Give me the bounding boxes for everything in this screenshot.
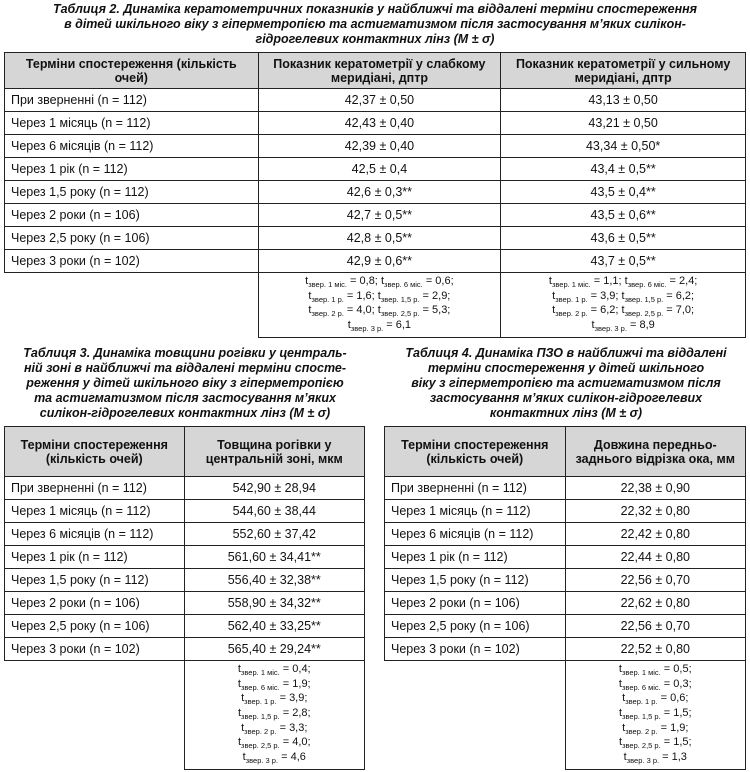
column-header: Терміни спостереження (кількість очей)	[385, 427, 566, 477]
value-cell: 43,7 ± 0,5**	[501, 250, 746, 273]
table-row	[5, 158, 746, 181]
value-cell: 43,13 ± 0,50	[501, 89, 746, 112]
table-row	[5, 477, 365, 500]
t-statistic: $t_{звер. 1,5 р.} = 6,2$;	[621, 289, 695, 304]
table-4	[384, 426, 746, 770]
t-test-stats-weak	[258, 273, 501, 338]
caption-line: ній зоні в найближчі та віддалені терміни спосте-	[23, 361, 347, 375]
table-row	[5, 112, 746, 135]
table-row	[5, 500, 365, 523]
table-2-caption	[0, 2, 750, 47]
column-header: Терміни спостереження (кількість очей)	[5, 427, 185, 477]
caption-line: контактних лінз (M ± σ)	[489, 406, 643, 420]
t-statistic: $t_{звер. 3 р.} = 1,3$	[623, 751, 687, 766]
row-label: Через 3 роки (n = 102)	[5, 638, 185, 661]
table-row	[385, 546, 746, 569]
row-label: Через 1 рік (n = 112)	[5, 158, 259, 181]
row-label: Через 2 роки (n = 106)	[5, 204, 259, 227]
table-row	[385, 569, 746, 592]
value-cell: 42,43 ± 0,40	[258, 112, 501, 135]
t-statistic: $t_{звер. 1 р.} = 1,6$;	[308, 289, 375, 304]
t-statistic: $t_{звер. 1 міс.} = 0,5$;	[618, 663, 692, 678]
value-cell: 552,60 ± 37,42	[184, 523, 364, 546]
table-row	[385, 615, 746, 638]
row-label: Через 2,5 року (n = 106)	[5, 227, 259, 250]
table-row	[5, 569, 365, 592]
table-row	[5, 135, 746, 158]
value-cell: 43,5 ± 0,4**	[501, 181, 746, 204]
column-header: Показник кератометрії у сильному меридіані, дптр	[501, 53, 746, 89]
row-label: Через 1 місяць (n = 112)	[385, 500, 566, 523]
t-statistic: $t_{звер. 2,5 р.} = 1,5$;	[619, 736, 692, 751]
row-label: При зверненні (n = 112)	[385, 477, 566, 500]
table-row	[5, 250, 746, 273]
row-label: При зверненні (n = 112)	[5, 477, 185, 500]
t-statistic: $t_{звер. 3 р.} = 6,1$	[347, 319, 412, 334]
t-statistic: $t_{звер. 2 р.} = 1,9$;	[622, 721, 689, 736]
t-test-stats	[565, 661, 745, 770]
t-statistic: $t_{звер. 2 р.} = 3,3$;	[241, 721, 308, 736]
row-label: Через 3 роки (n = 102)	[5, 250, 259, 273]
t-statistic: $t_{звер. 1 міс.} = 0,4$;	[237, 663, 311, 678]
t-test-stats-strong	[501, 273, 746, 338]
value-cell: 562,40 ± 33,25**	[184, 615, 364, 638]
value-cell: 42,37 ± 0,50	[258, 89, 501, 112]
row-label: Через 1,5 року (n = 112)	[385, 569, 566, 592]
t-test-stats	[184, 661, 364, 770]
caption-line: реження у дітей шкільного віку з гіперметропією	[26, 376, 344, 390]
value-cell: 556,40 ± 32,38**	[184, 569, 364, 592]
column-header: Показник кератометрії у слабкому меридіані, дптр	[258, 53, 501, 89]
caption-line: віку з гіперметропією та астигматизмом після	[411, 376, 721, 390]
row-label: При зверненні (n = 112)	[5, 89, 259, 112]
caption-line: та астигматизмом після застосування м’яких	[34, 391, 336, 405]
table-row	[385, 638, 746, 661]
table-row	[5, 181, 746, 204]
table-row	[5, 89, 746, 112]
t-statistic: $t_{звер. 2,5 р.} = 7,0$;	[621, 304, 695, 319]
t-statistic: $t_{звер. 1,5 р.} = 2,8$;	[237, 707, 311, 722]
column-header: Довжина передньо-заднього відрізка ока, мм	[565, 427, 745, 477]
t-statistic: $t_{звер. 2,5 р.} = 4,0$;	[237, 736, 311, 751]
row-label: Через 2 роки (n = 106)	[385, 592, 566, 615]
value-cell: 42,39 ± 0,40	[258, 135, 501, 158]
caption-line: терміни спостереження у дітей шкільного	[427, 361, 705, 375]
row-label: Через 2 роки (n = 106)	[5, 592, 185, 615]
caption-line: Таблиця 4. Динаміка ПЗО в найближчі та віддалені	[405, 346, 727, 360]
caption-line: гідрогелевих контактних лінз (M ± σ)	[255, 32, 495, 46]
value-cell: 22,62 ± 0,80	[565, 592, 745, 615]
value-cell: 42,5 ± 0,4	[258, 158, 501, 181]
t-statistic: $t_{звер. 6 міс.} = 0,6$;	[380, 275, 454, 290]
table-row	[385, 592, 746, 615]
t-statistic: $t_{звер. 1 міс.} = 1,1$;	[548, 275, 622, 290]
value-cell: 22,52 ± 0,80	[565, 638, 745, 661]
t-statistic: $t_{звер. 1 міс.} = 0,8$;	[305, 275, 378, 290]
row-label: Через 1 рік (n = 112)	[5, 546, 185, 569]
t-statistic: $t_{звер. 3 р.} = 4,6$	[242, 751, 306, 766]
value-cell: 43,34 ± 0,50*	[501, 135, 746, 158]
caption-line: в дітей шкільного віку з гіперметропією та астигматизмом після застосування м’яких силікон-	[64, 17, 686, 31]
table-row	[5, 546, 365, 569]
value-cell: 22,38 ± 0,90	[565, 477, 745, 500]
column-header: Товщина рогівки у центральній зоні, мкм	[184, 427, 364, 477]
t-statistic: $t_{звер. 6 міс.} = 2,4$;	[624, 275, 698, 290]
table-3-caption	[0, 346, 370, 421]
value-cell: 43,5 ± 0,6**	[501, 204, 746, 227]
row-label: Через 6 місяців (n = 112)	[5, 523, 185, 546]
column-header: Терміни спостереження (кількість очей)	[5, 53, 259, 89]
t-statistic: $t_{звер. 1 р.} = 3,9$;	[241, 692, 308, 707]
t-statistic: $t_{звер. 2 р.} = 4,0$;	[308, 304, 375, 319]
caption-line: Таблиця 2. Динаміка кератометричних показників у найближчі та віддалені терміни спостереження	[52, 2, 698, 16]
table-row	[5, 592, 365, 615]
value-cell: 22,32 ± 0,80	[565, 500, 745, 523]
t-statistic: $t_{звер. 1,5 р.} = 1,5$;	[619, 707, 692, 722]
value-cell: 43,4 ± 0,5**	[501, 158, 746, 181]
value-cell: 43,21 ± 0,50	[501, 112, 746, 135]
value-cell: 42,8 ± 0,5**	[258, 227, 501, 250]
t-statistic: $t_{звер. 1 р.} = 0,6$;	[622, 692, 689, 707]
value-cell: 542,90 ± 28,94	[184, 477, 364, 500]
caption-line: Таблиця 3. Динаміка товщини рогівки у централь-	[23, 346, 347, 360]
value-cell: 544,60 ± 38,44	[184, 500, 364, 523]
caption-line: застосування м’яких силікон-гідрогелевих	[429, 391, 703, 405]
value-cell: 565,40 ± 29,24**	[184, 638, 364, 661]
table-4-caption	[382, 346, 750, 421]
t-statistic: $t_{звер. 6 міс.} = 0,3$;	[618, 677, 692, 692]
table-row	[385, 500, 746, 523]
row-label: Через 1 місяць (n = 112)	[5, 500, 185, 523]
table-row	[5, 204, 746, 227]
t-statistic: $t_{звер. 2,5 р.} = 5,3$;	[377, 304, 451, 319]
t-statistic: $t_{звер. 6 міс.} = 1,9$;	[237, 677, 311, 692]
row-label: Через 1,5 року (n = 112)	[5, 181, 259, 204]
table-row	[385, 523, 746, 546]
row-label: Через 1 місяць (n = 112)	[5, 112, 259, 135]
table-row	[5, 523, 365, 546]
value-cell: 42,7 ± 0,5**	[258, 204, 501, 227]
value-cell: 558,90 ± 34,32**	[184, 592, 364, 615]
table-2	[4, 52, 746, 338]
value-cell: 22,56 ± 0,70	[565, 569, 745, 592]
row-label: Через 2,5 року (n = 106)	[5, 615, 185, 638]
t-statistic: $t_{звер. 2 р.} = 6,2$;	[552, 304, 619, 319]
row-label: Через 3 роки (n = 102)	[385, 638, 566, 661]
table-row	[5, 227, 746, 250]
value-cell: 22,42 ± 0,80	[565, 523, 745, 546]
caption-line: силікон-гідрогелевих контактних лінз (M ± σ)	[39, 406, 331, 420]
row-label: Через 1 рік (n = 112)	[385, 546, 566, 569]
value-cell: 42,6 ± 0,3**	[258, 181, 501, 204]
row-label: Через 6 місяців (n = 112)	[5, 135, 259, 158]
table-3	[4, 426, 365, 770]
row-label: Через 1,5 року (n = 112)	[5, 569, 185, 592]
table-row	[385, 477, 746, 500]
row-label: Через 2,5 року (n = 106)	[385, 615, 566, 638]
value-cell: 22,44 ± 0,80	[565, 546, 745, 569]
value-cell: 561,60 ± 34,41**	[184, 546, 364, 569]
t-statistic: $t_{звер. 3 р.} = 8,9$	[591, 319, 655, 334]
value-cell: 22,56 ± 0,70	[565, 615, 745, 638]
t-statistic: $t_{звер. 1,5 р.} = 2,9$;	[377, 289, 451, 304]
value-cell: 42,9 ± 0,6**	[258, 250, 501, 273]
table-row	[5, 638, 365, 661]
table-row	[5, 615, 365, 638]
t-statistic: $t_{звер. 1 р.} = 3,9$;	[552, 289, 619, 304]
value-cell: 43,6 ± 0,5**	[501, 227, 746, 250]
row-label: Через 6 місяців (n = 112)	[385, 523, 566, 546]
